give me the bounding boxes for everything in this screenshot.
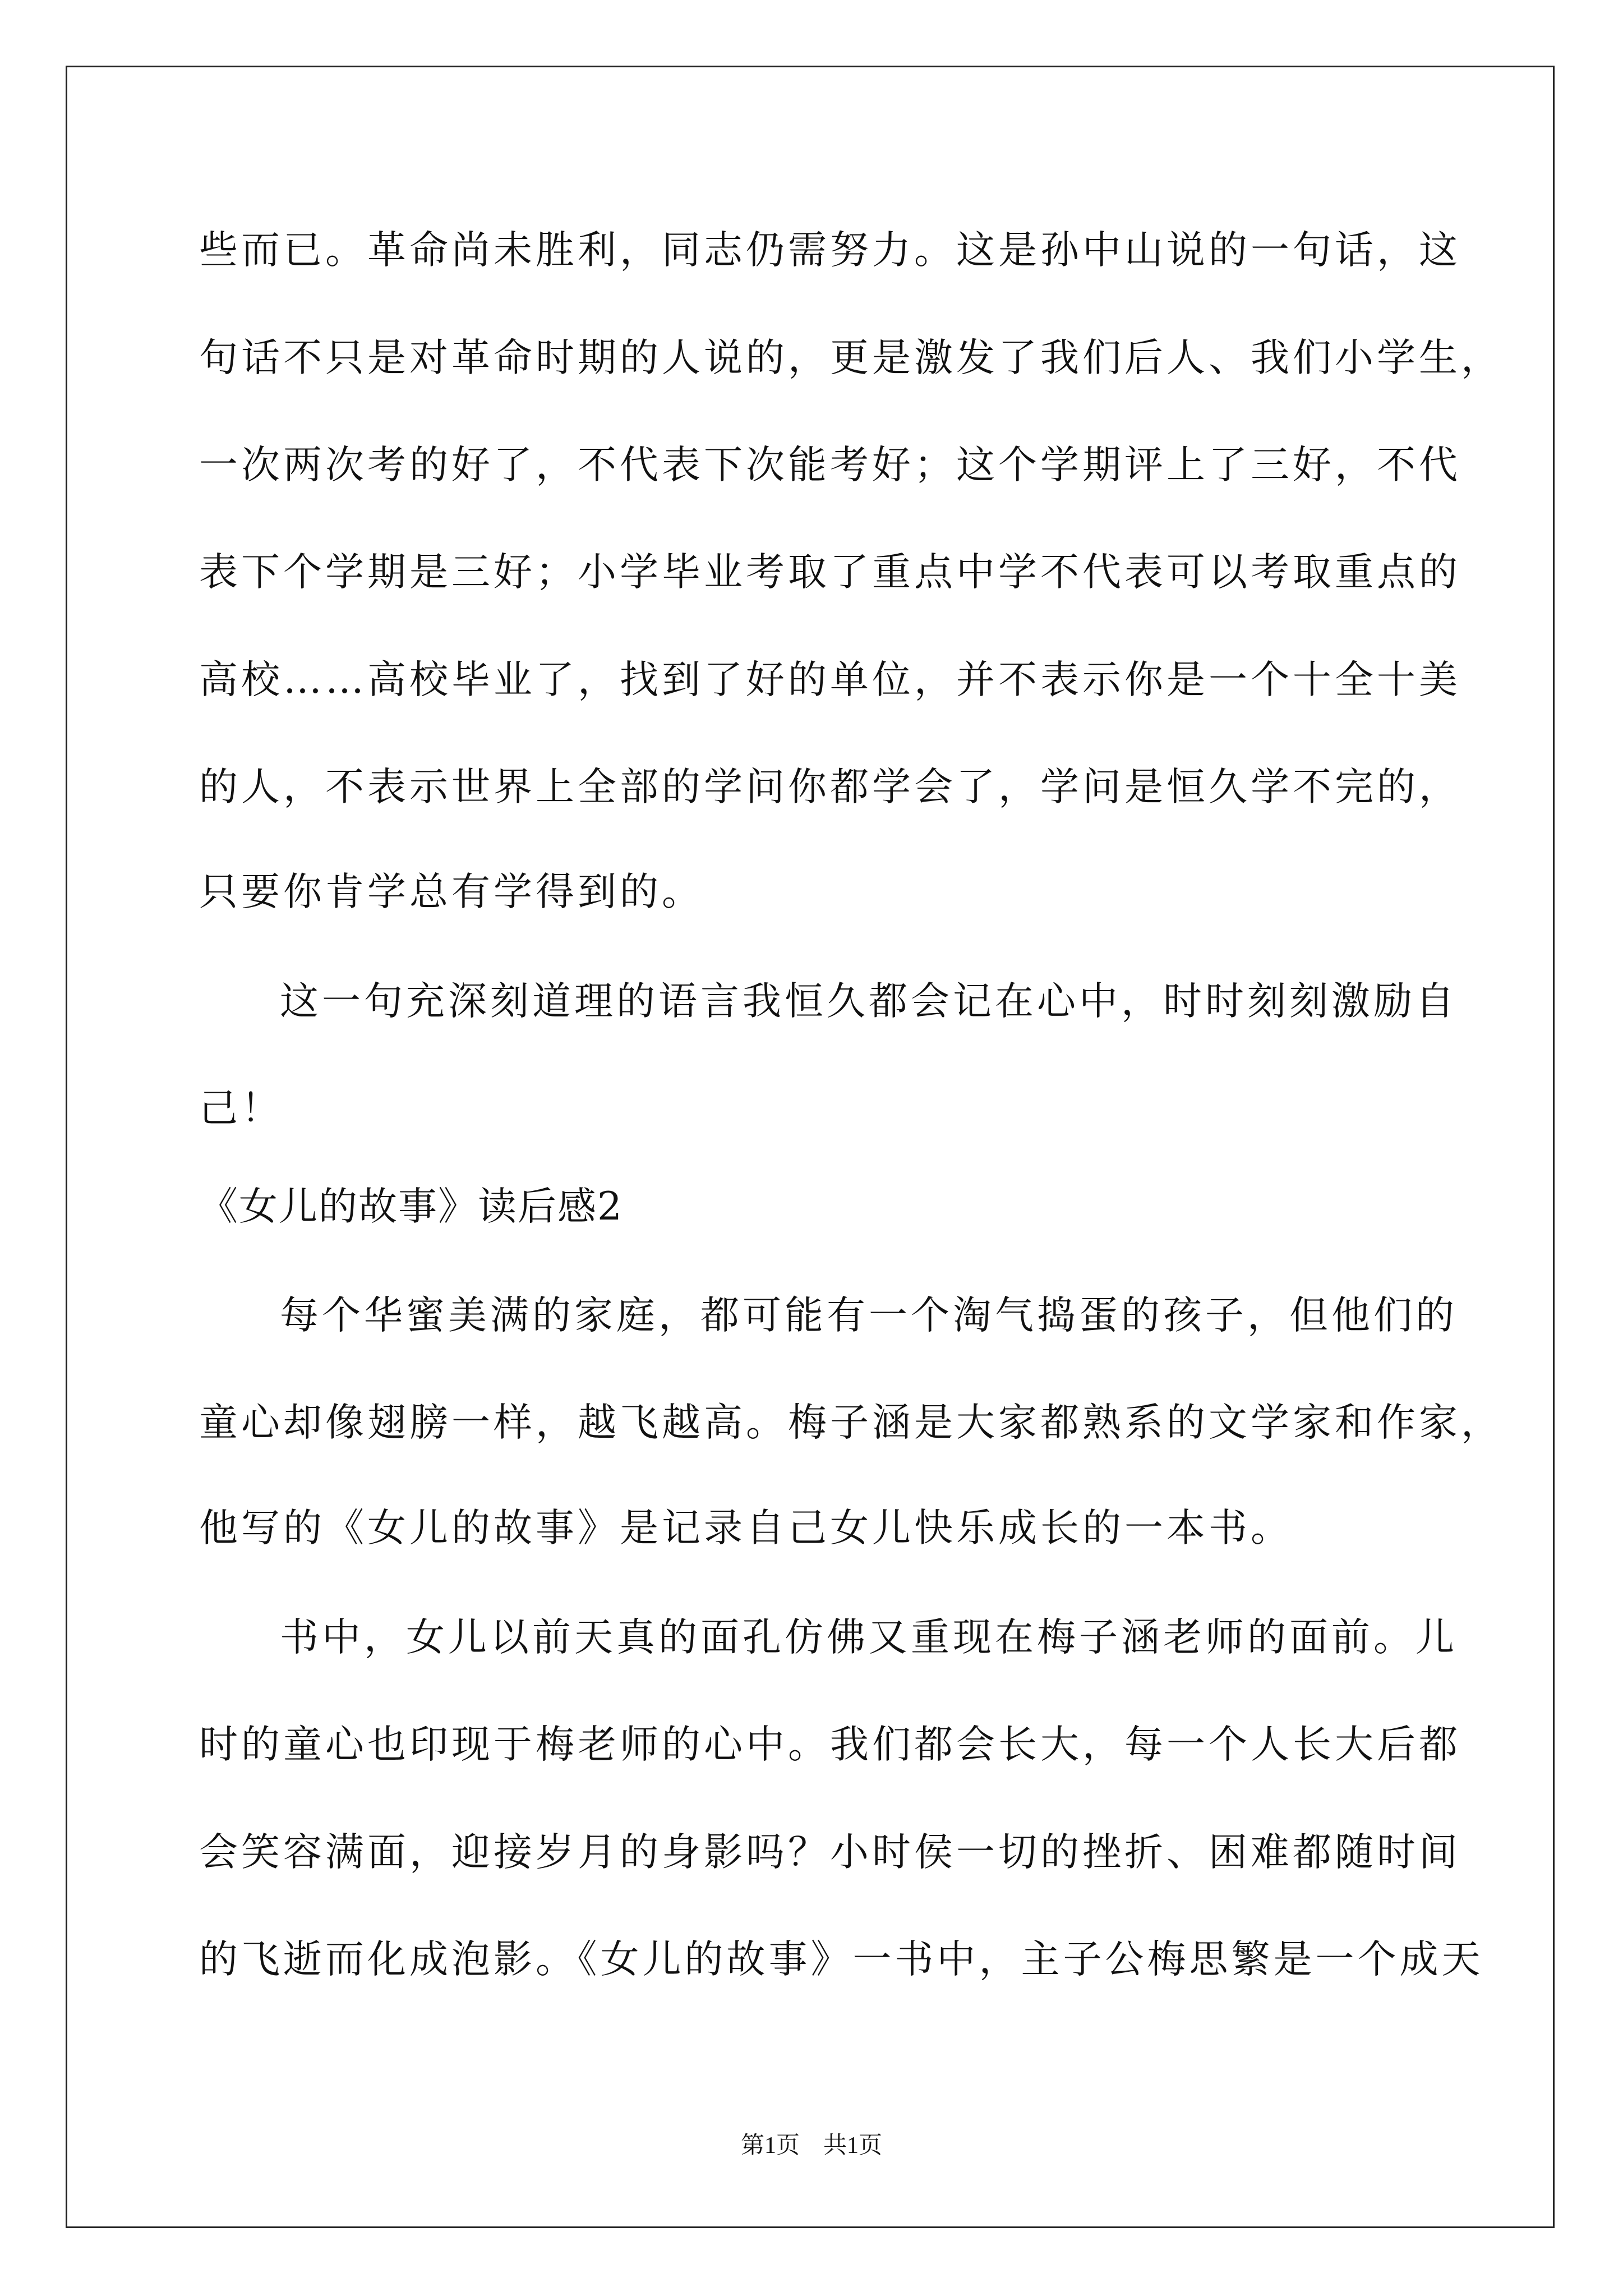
paragraph-first-line: 书中，女儿以前天真的面孔仿佛又重现在梅子涵老师的面前。儿 bbox=[280, 1615, 1458, 1660]
text-line: 时的童心也印现于梅老师的心中。我们都会长大，每一个人长大后都 bbox=[199, 1722, 1461, 1767]
text-line: 的飞逝而化成泡影。《女儿的故事》一书中，主子公梅思繁是一个成天 bbox=[199, 1937, 1484, 1982]
page-footer: 第1页 共1页 bbox=[740, 2133, 882, 2159]
text-line: 会笑容满面，迎接岁月的身影吗？小时侯一切的挫折、困难都随时间 bbox=[199, 1830, 1461, 1875]
text-line: 一次两次考的好了，不代表下次能考好；这个学期评上了三好，不代 bbox=[199, 443, 1461, 487]
section-heading: 《女儿的故事》读后感2 bbox=[199, 1184, 623, 1229]
text-line: 句话不只是对革命时期的人说的，更是激发了我们后人、我们小学生， bbox=[199, 335, 1503, 380]
paragraph-first-line: 每个华蜜美满的家庭，都可能有一个淘气捣蛋的孩子，但他们的 bbox=[280, 1293, 1458, 1338]
text-line: 只要你肯学总有学得到的。 bbox=[199, 869, 704, 914]
text-line: 的人，不表示世界上全部的学问你都学会了，学问是恒久学不完的， bbox=[199, 765, 1461, 809]
text-line: 高校……高校毕业了，找到了好的单位，并不表示你是一个十全十美 bbox=[199, 657, 1461, 702]
text-line: 表下个学期是三好；小学毕业考取了重点中学不代表可以考取重点的 bbox=[199, 550, 1461, 595]
text-line: 些而已。革命尚未胜利，同志仍需努力。这是孙中山说的一句话，这 bbox=[199, 228, 1461, 273]
page-border bbox=[66, 66, 1555, 2228]
text-line: 童心却像翅膀一样，越飞越高。梅子涵是大家都熟系的文学家和作家， bbox=[199, 1400, 1503, 1445]
text-line: 他写的《女儿的故事》是记录自己女儿快乐成长的一本书。 bbox=[199, 1506, 1293, 1550]
text-line: 己！ bbox=[199, 1086, 283, 1131]
paragraph-first-line: 这一句充深刻道理的语言我恒久都会记在心中，时时刻刻激励自 bbox=[280, 979, 1458, 1024]
